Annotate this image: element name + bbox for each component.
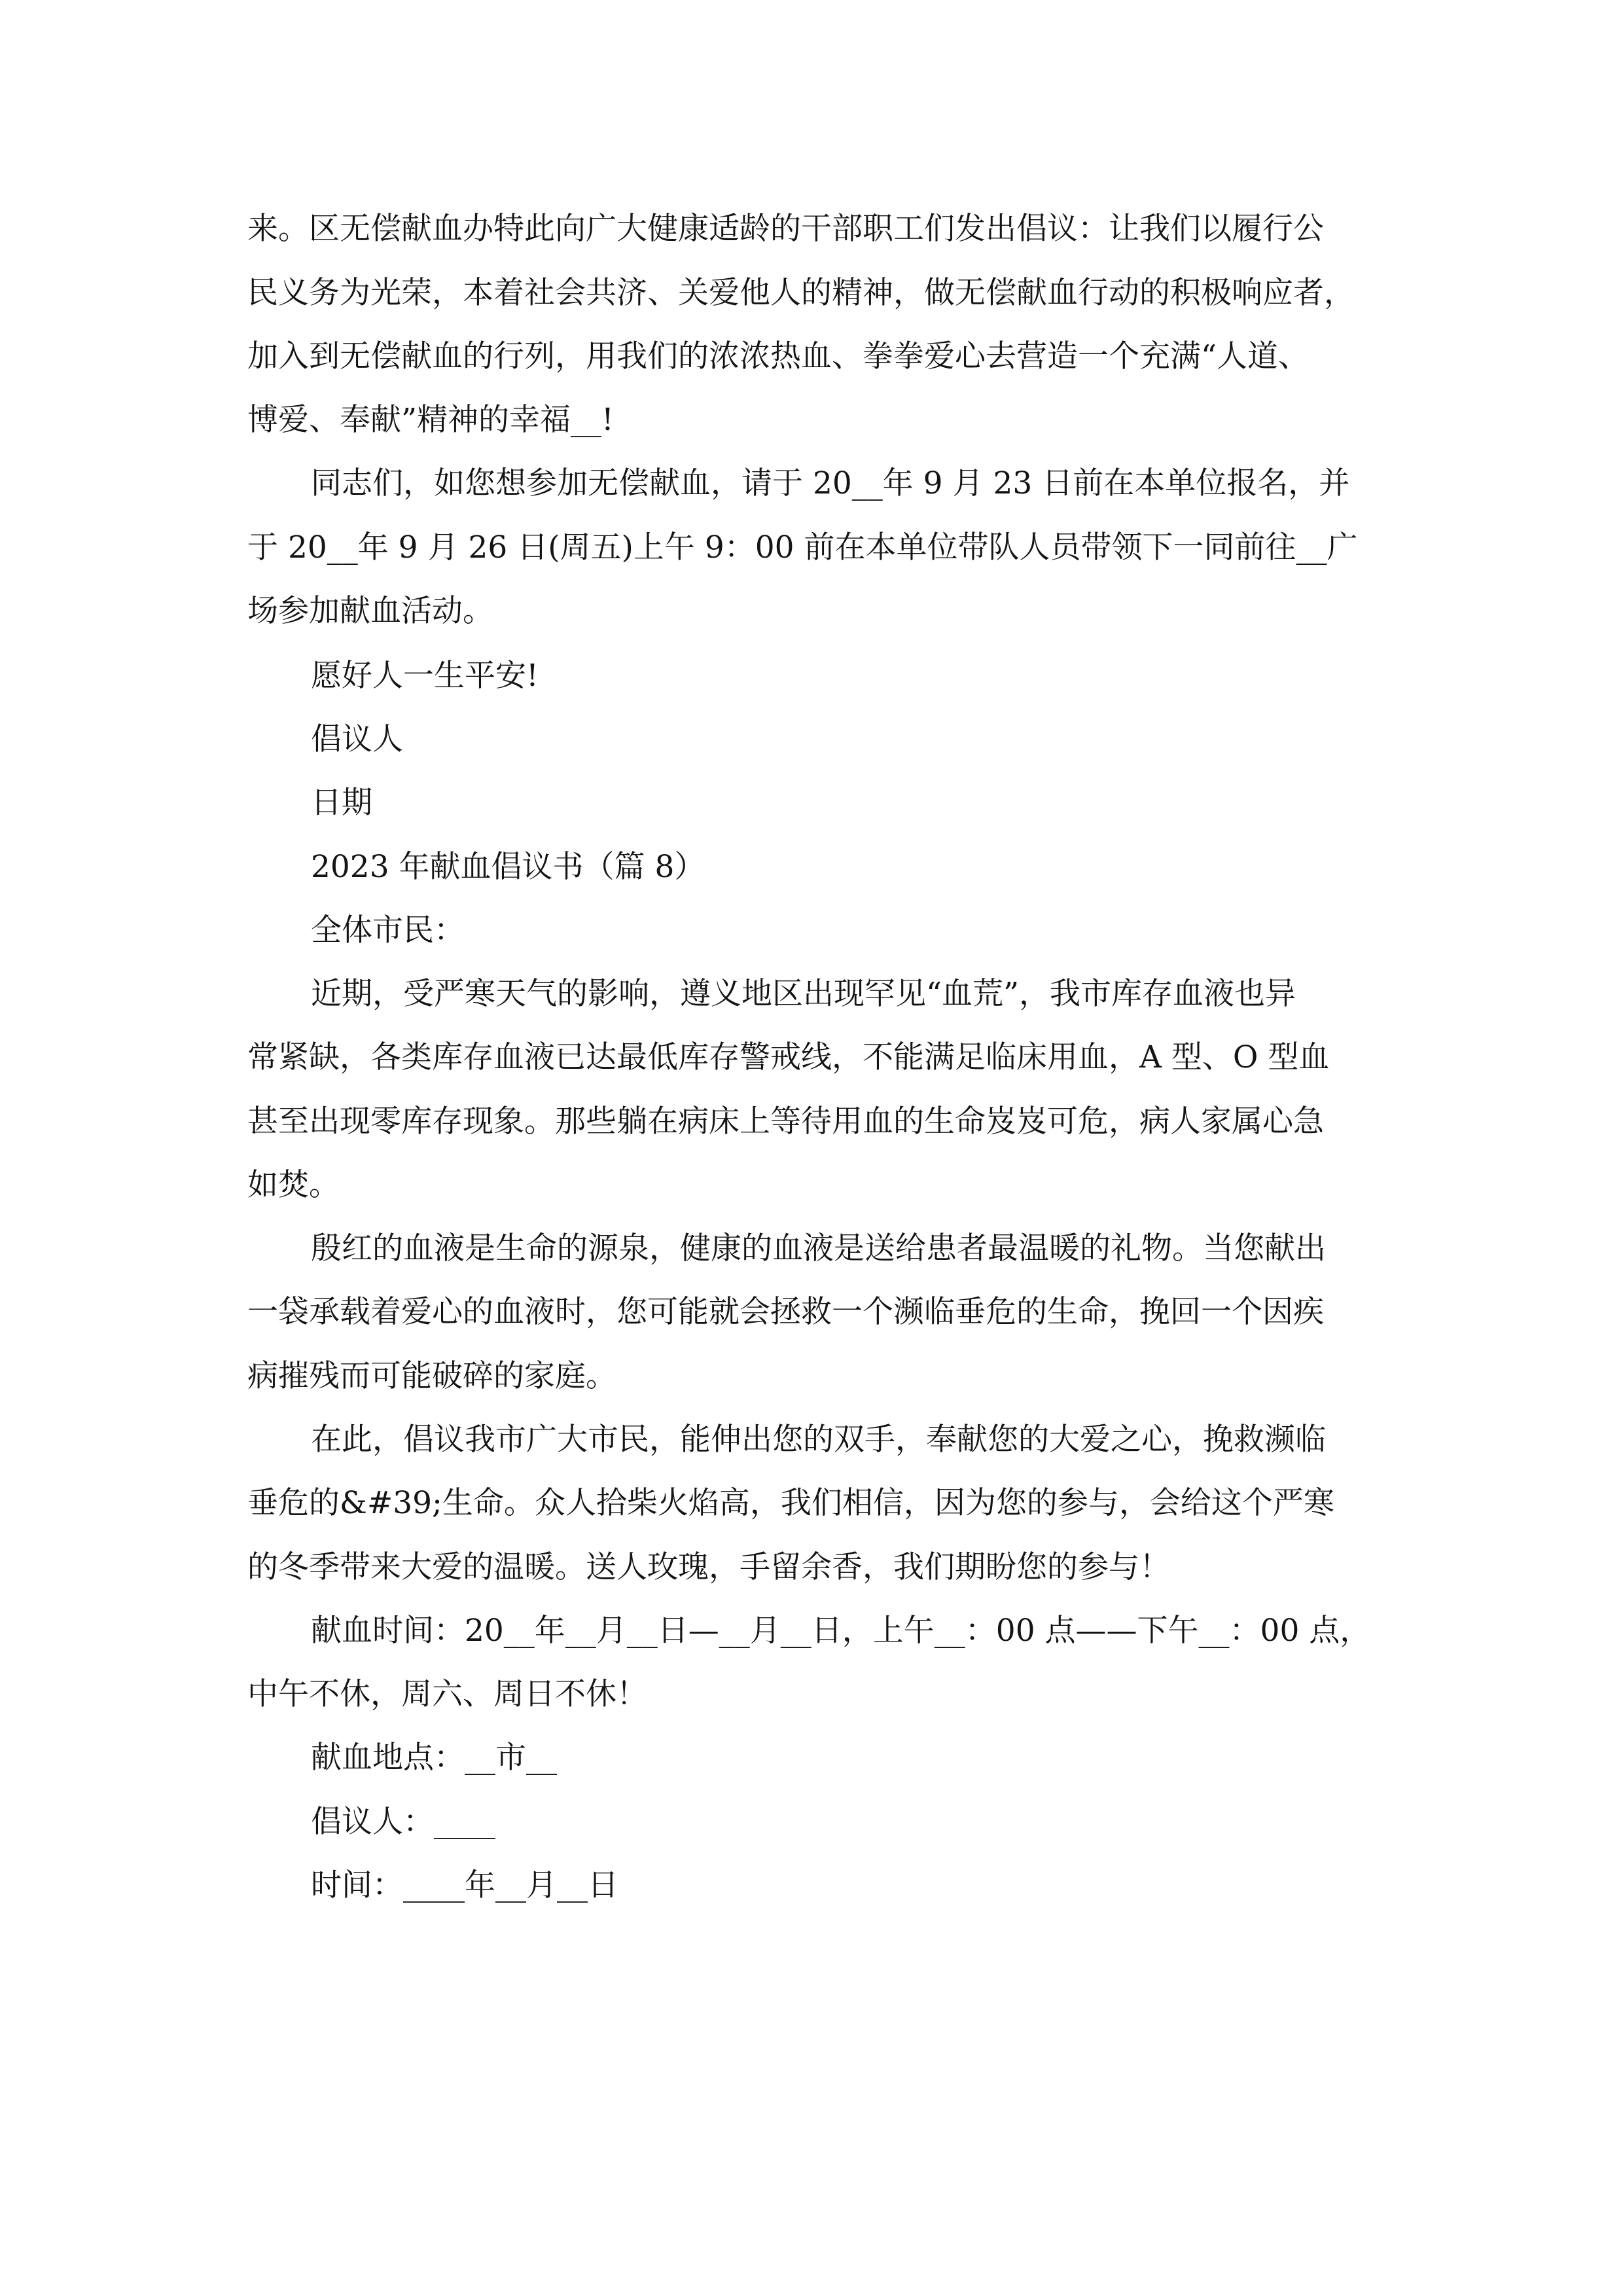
- paragraph-line: 病摧残而可能破碎的家庭。: [247, 1358, 616, 1394]
- paragraph-line: 的冬季带来大爱的温暖。送人玫瑰，手留余香，我们期盼您的参与！: [247, 1549, 1170, 1585]
- signature-label: 倡议人: [311, 721, 403, 757]
- paragraph-line: 愿好人一生平安!: [311, 658, 539, 694]
- time-line: 时间：____年__月__日: [311, 1867, 618, 1903]
- date-label: 日期: [311, 785, 372, 821]
- section-heading: 2023 年献血倡议书（篇 8）: [311, 849, 705, 885]
- paragraph-line: 一袋承载着爱心的血液时，您可能就会拯救一个濒临垂危的生命，挽回一个因疾: [247, 1294, 1324, 1330]
- paragraph-line: 来。区无偿献血办特此向广大健康适龄的干部职工们发出倡议：让我们以履行公: [247, 211, 1324, 247]
- paragraph-line: 如焚。: [247, 1167, 340, 1203]
- paragraph-line: 近期，受严寒天气的影响，遵义地区出现罕见“血荒”，我市库存血液也异: [311, 976, 1296, 1012]
- salutation: 全体市民：: [311, 912, 465, 948]
- paragraph-line: 场参加献血活动。: [247, 593, 493, 629]
- paragraph-line: 中午不休，周六、周日不休！: [247, 1676, 647, 1712]
- paragraph-line: 垂危的&#39;生命。众人拾柴火焰高，我们相信，因为您的参与，会给这个严寒: [247, 1485, 1334, 1521]
- paragraph-line: 民义务为光荣，本着社会共济、关爱他人的精神，做无偿献血行动的积极响应者，: [247, 275, 1355, 311]
- paragraph-line: 甚至出现零库存现象。那些躺在病床上等待用血的生命岌岌可危，病人家属心急: [247, 1103, 1324, 1139]
- donation-location-line: 献血地点：__市__: [311, 1740, 557, 1776]
- paragraph-line: 殷红的血液是生命的源泉，健康的血液是送给患者最温暖的礼物。当您献出: [311, 1230, 1326, 1266]
- donation-time-line: 献血时间：20__年__月__日—__月__日，上午__：00 点——下午__：00 点，: [311, 1613, 1371, 1649]
- paragraph-line: 于 20__年 9 月 26 日(周五)上午 9：00 前在本单位带队人员带领下一同前往__广: [247, 529, 1358, 565]
- paragraph-line: 在此，倡议我市广大市民，能伸出您的双手，奉献您的大爱之心，挽救濒临: [311, 1422, 1326, 1458]
- initiator-line: 倡议人：____: [311, 1804, 495, 1840]
- paragraph-line: 常紧缺，各类库存血液已达最低库存警戒线，不能满足临床用血，A 型、O 型血: [247, 1039, 1330, 1075]
- paragraph-line: 同志们，如您想参加无偿献血，请于 20__年 9 月 23 日前在本单位报名，并: [311, 465, 1350, 501]
- paragraph-line: 加入到无偿献血的行列，用我们的浓浓热血、拳拳爱心去营造一个充满“人道、: [247, 338, 1310, 374]
- paragraph-line: 博爱、奉献”精神的幸福__!: [247, 402, 614, 438]
